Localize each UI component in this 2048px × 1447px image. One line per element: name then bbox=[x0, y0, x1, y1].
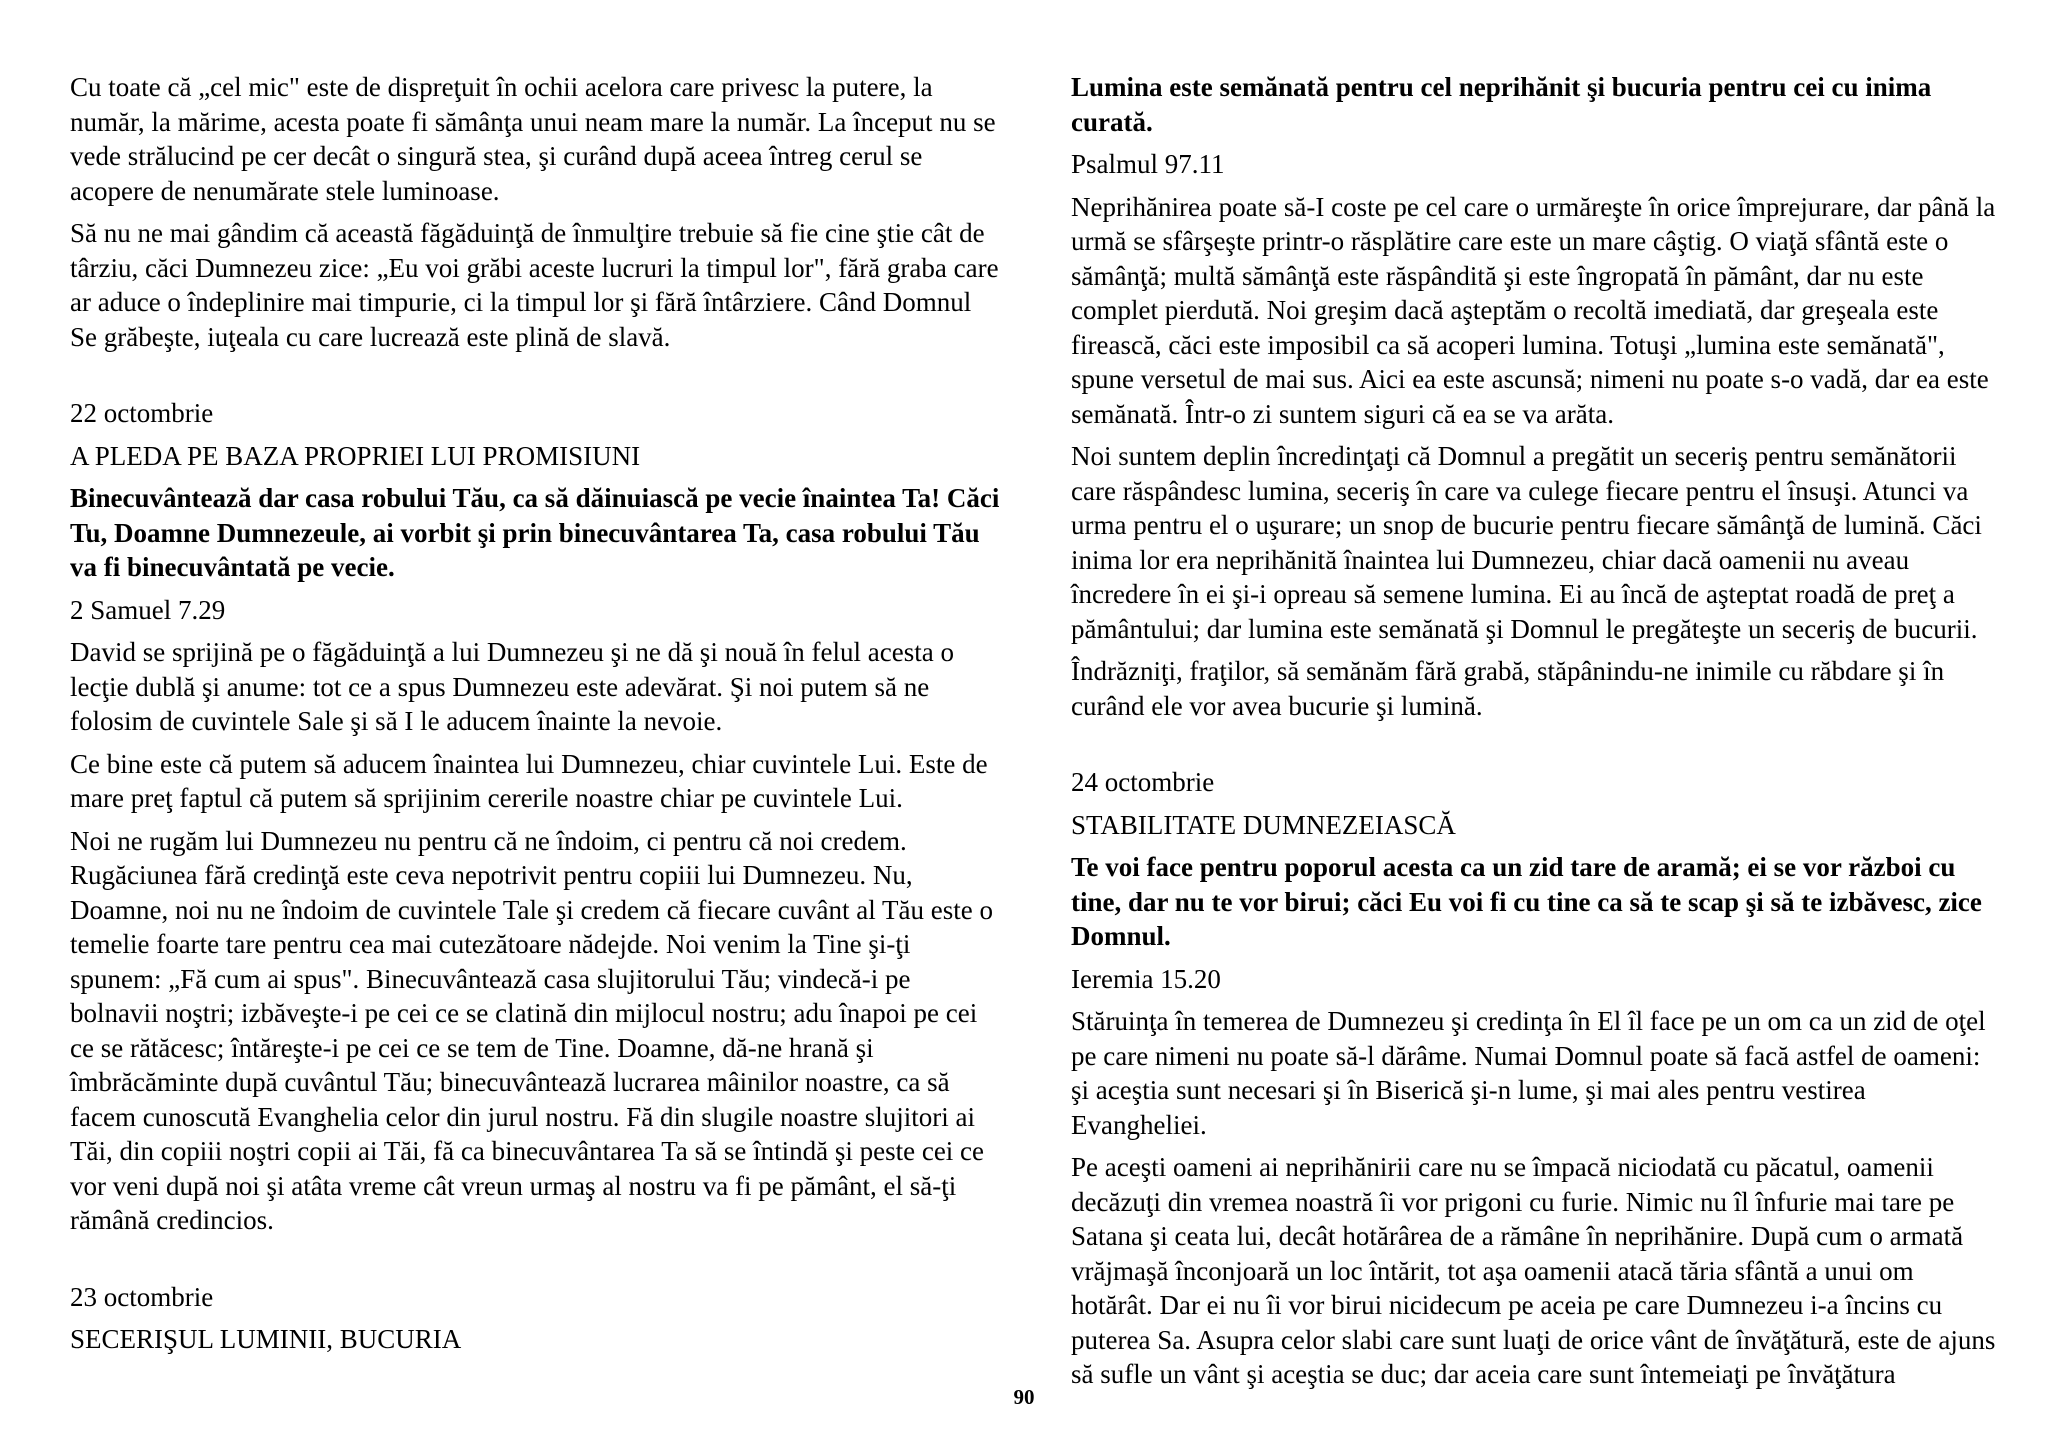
scripture-verse: Te voi face pentru poporul acesta ca un zid tare de aramă; ei se vor război cu tine, dar nu te vor birui; căci Eu voi fi cu tine ca să te scap şi să te izbăvesc, zice Domnul. bbox=[1071, 852, 1982, 951]
scripture-reference: Ieremia 15.20 bbox=[1071, 963, 1221, 994]
left-column bbox=[70, 70, 1000, 1365]
body-paragraph: Stăruinţa în temerea de Dumnezeu şi credinţa în El îl face pe un om ca un zid de oţel pe care nimeni nu poate să-l dărâme. Numai Domnul poate să facă astfel de oameni: şi aceştia sunt necesari şi în Biserică şi-n lume, şi mai ales pentru vestirea Evangheliei. bbox=[1071, 1006, 1986, 1140]
body-paragraph: Noi ne rugăm lui Dumnezeu nu pentru că ne îndoim, ci pentru că noi credem. Rugăciunea fără credinţă este ceva nepotrivit pentru copiii lui Dumnezeu. Nu, Doamne, noi nu ne îndoim de cuvintele Tale şi credem că fiecare cuvânt al Tău este o temelie foarte tare pentru cea mai cutezătoare nădejde. Noi venim la Tine şi-ţi spunem: „Fă cum ai spus". Binecuvântează casa slujitorului Tău; vindecă-i pe bolnavii noştri; izbăveşte-i pe cei ce se clatină din mijlocul nostru; adu înapoi pe cei ce se rătăcesc; întăreşte-i pe cei ce se tem de Tine. Doamne, dă-ne hrană şi îmbrăcăminte după cuvântul Tău; binecuvântează lucrarea mâinilor noastre, ca să facem cunoscută Evanghelia celor din jurul nostru. Fă din slugile noastre slujitori ai Tăi, din copiii noştri copii ai Tăi, fă ca binecuvântarea Ta să se întindă şi peste cei ce vor veni după noi şi atâta vreme cât vreun urmaş al nostru va fi pe pământ, el să-ţi rămână credincios. bbox=[70, 825, 993, 1235]
body-paragraph: Neprihănirea poate să-I coste pe cel care o urmăreşte în orice împrejurare, dar până la urmă se sfârşeşte printr-o răsplătire care este un mare câştig. O viaţă sfântă este o sămânţă; multă sămânţă este răspândită şi este îngropată în pământ, dar nu este complet pierdută. Noi greşim dacă aşteptăm o recoltă imediată, dar greşeala este firească, căci este imposibil ca să acoperi lumina. Totuşi „lumina este semănată", spune versetul de mai sus. Aici ea este ascunsă; nimeni nu poate s-o vadă, dar ea este semănată. Într-o zi suntem siguri că ea se va arăta. bbox=[1071, 191, 1996, 429]
entry-title: SECERIŞUL LUMINII, BUCURIA bbox=[70, 1324, 462, 1354]
body-paragraph: Pe aceşti oameni ai neprihănirii care nu se împacă niciodată cu păcatul, oamenii decăzuţi din vremea noastră îi vor prigoni cu furie. Nimic nu îl înfurie mai tare pe Satana şi ceata lui, decât hotărârea de a rămâne în neprihănire. După cum o armată vrăjmaşă înconjoară un loc întărit, tot aşa oamenii atacă tăria sfântă a unui om hotărât. Dar ei nu îi vor birui nicidecum pe aceia pe care Dumnezeu i-a încins cu puterea Sa. Asupra celor slabi care sunt luaţi de orice vânt de învăţătură, este de ajuns să sufle un vânt şi aceştia se duc; dar aceia care sunt întemeiaţi pe învăţătura bbox=[1071, 1152, 1996, 1389]
intro-paragraph: Să nu ne mai gândim că această făgăduinţă de înmulţire trebuie să fie cine ştie cât de târziu, căci Dumnezeu zice: „Eu voi grăbi aceste lucruri la timpul lor", fără graba care ar aduce o îndeplinire mai timpurie, ci la timpul lor şi fără întârziere. Când Domnul Se grăbeşte, iuţeala cu care lucrează este plină de slavă. bbox=[70, 218, 999, 352]
body-paragraph: Ce bine este că putem să aducem înaintea lui Dumnezeu, chiar cuvintele Lui. Este de mare preţ faptul că putem să sprijinim cererile noastre chiar pe cuvintele Lui. bbox=[70, 748, 988, 813]
entry-date: 24 octombrie bbox=[1071, 767, 1215, 797]
entry-date: 22 octombrie bbox=[70, 398, 214, 428]
entry-title: STABILITATE DUMNEZEIASCĂ bbox=[1071, 809, 1456, 840]
entry-date: 23 octombrie bbox=[70, 1281, 214, 1312]
right-column bbox=[1071, 70, 2001, 1400]
body-paragraph: Îndrăzniţi, fraţilor, să semănăm fără grabă, stăpânindu-ne inimile cu răbdare şi în curând ele vor avea bucurie şi lumină. bbox=[1071, 656, 1945, 721]
body-paragraph: David se sprijină pe o făgăduinţă a lui Dumnezeu şi ne dă şi nouă în felul acesta o lecţie dublă şi anume: tot ce a spus Dumnezeu este adevărat. Şi noi putem să ne folosim de cuvintele Sale şi să I le aducem înainte la nevoie. bbox=[70, 637, 954, 736]
scripture-verse: Lumina este semănată pentru cel neprihănit şi bucuria pentru cei cu inima curată. bbox=[1071, 72, 1932, 137]
body-paragraph: Noi suntem deplin încredinţaţi că Domnul a pregătit un seceriş pentru semănătorii care răspândesc lumina, seceriş în care va culege fiecare pentru el însuşi. Atunci va urma pentru el o uşurare; un snop de bucurie pentru fiecare sămânţă de lumină. Căci inima lor era neprihănită înaintea lui Dumnezeu, chiar dacă oamenii nu aveau încredere în ei şi-i opreau să semene lumina. Ei au încă de aşteptat roadă de preţ a pământului; dar lumina este semănată şi Domnul le pregăteşte un seceriş de bucurii. bbox=[1071, 441, 1982, 644]
scripture-reference: Psalmul 97.11 bbox=[1071, 149, 1225, 179]
scripture-reference: 2 Samuel 7.29 bbox=[70, 594, 226, 625]
scripture-verse: Binecuvântează dar casa robului Tău, ca să dăinuiască pe vecie înaintea Ta! Căci Tu, Doamne Dumnezeule, ai vorbit şi prin binecuvântarea Ta, casa robului Tău va fi binecuvântată pe vecie. bbox=[70, 483, 1000, 582]
page-number: 90 bbox=[1013, 1385, 1035, 1409]
entry-title: A PLEDA PE BAZA PROPRIEI LUI PROMISIUNI bbox=[70, 440, 641, 471]
intro-paragraph: Cu toate că „cel mic" este de dispreţuit în ochii acelora care privesc la putere, la număr, la mărime, acesta poate fi sămânţa unui neam mare la număr. La început nu se vede strălucind pe cer decât o singură stea, şi curând după aceea întreg cerul se acopere de nenumărate stele luminoase. bbox=[70, 72, 996, 206]
